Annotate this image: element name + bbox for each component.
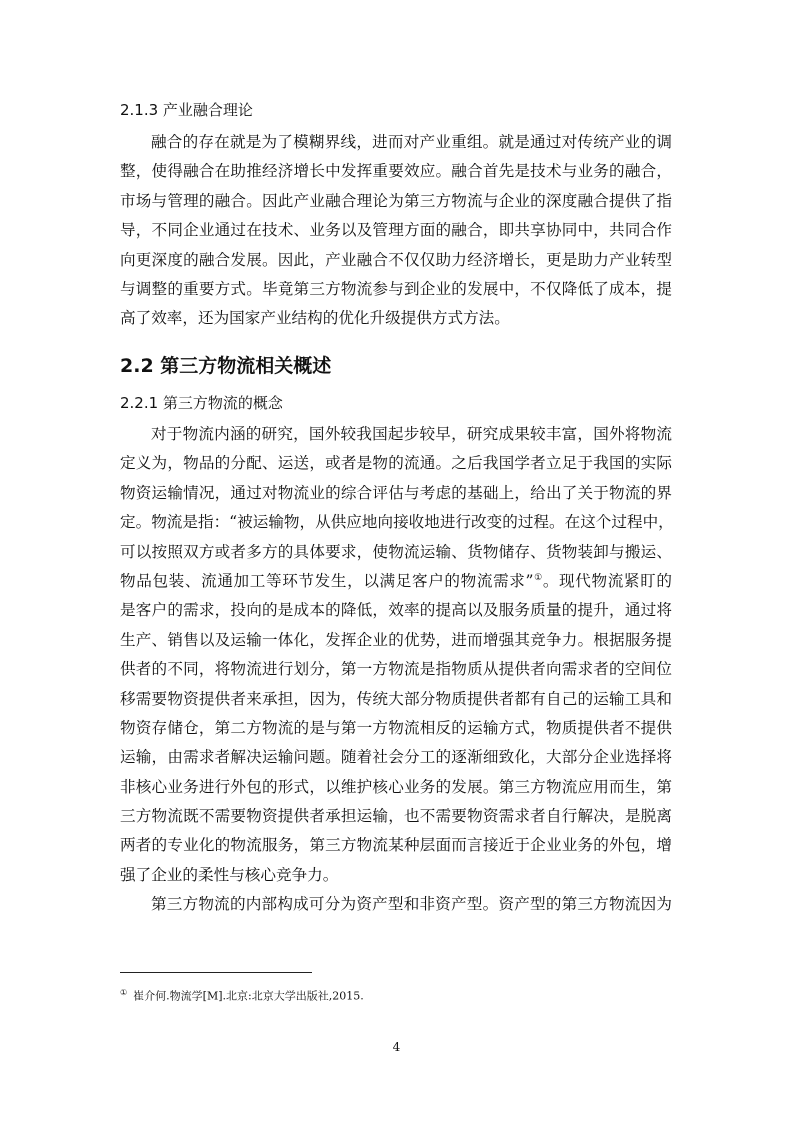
text-line: 生产、销售以及运输一体化，发挥企业的优势，进而增强其竞争力。根据服务提	[120, 630, 672, 649]
text-line: 对于物流内涵的研究，国外较我国起步较早，研究成果较丰富，国外将物流	[151, 425, 672, 443]
text-line: 供者的不同，将物流进行划分，第一方物流是指物质从提供者向需求者的空间位	[120, 660, 672, 679]
text-line: 整，使得融合在助推经济增长中发挥重要效应。融合首先是技术与业务的融合，	[120, 162, 672, 181]
footnote-text: 崔介何.物流学[M].北京:北京大学出版社,2015.	[133, 989, 364, 1003]
section-heading-2-2: 2.2 第三方物流相关概述	[120, 355, 332, 377]
paragraph-industry-fusion	[120, 128, 672, 334]
text-line: 物资运输情况，通过对物流业的综合评估与考虑的基础上，给出了关于物流的界	[120, 483, 672, 502]
section-heading-2-1-3: 2.1.3 产业融合理论	[120, 101, 253, 119]
footnote	[120, 986, 364, 1004]
footnote-separator	[120, 972, 312, 973]
text-segment: 。现代物流紧盯的	[542, 571, 672, 590]
text-line: 定。物流是指：“被运输物，从供应地向接收地进行改变的过程。在这个过程中，	[120, 513, 674, 532]
text-line: 是客户的需求，投向的是成本的降低，效率的提高以及服务质量的提升，通过将	[120, 601, 672, 620]
text-line: 向更深度的融合发展。因此，产业融合不仅仅助力经济增长，更是助力产业转型	[120, 250, 672, 269]
text-line: 物资存储仓，第二方物流的是与第一方物流相反的运输方式，物质提供者不提供	[120, 718, 672, 737]
text-line-with-footnote	[120, 567, 672, 596]
text-line: 市场与管理的融合。因此产业融合理论为第三方物流与企业的深度融合提供了指	[120, 191, 672, 210]
text-line: 非核心业务进行外包的形式，以维护核心业务的发展。第三方物流应用而生，第	[120, 777, 672, 796]
section-heading-2-2-1: 2.2.1 第三方物流的概念	[120, 394, 283, 412]
text-line: 三方物流既不需要物资提供者承担运输，也不需要物资需求者自行解决，是脱离	[120, 807, 672, 826]
footnote-reference[interactable]: ①	[533, 572, 543, 583]
text-line: 融合的存在就是为了模糊界线，进而对产业重组。就是通过对传统产业的调	[151, 133, 672, 151]
text-line: 移需要物资提供者来承担，因为，传统大部分物质提供者都有自己的运输工具和	[120, 689, 672, 708]
text-line: 高了效率，还为国家产业结构的优化升级提供方式方法。	[120, 309, 510, 328]
text-line: 定义为，物品的分配、运送，或者是物的流通。之后我国学者立足于我国的实际	[120, 454, 672, 473]
text-line: 强了企业的柔性与核心竞争力。	[120, 865, 339, 884]
page-number: 4	[392, 1040, 401, 1054]
text-line: 第三方物流的内部构成可分为资产型和非资产型。资产型的第三方物流因为	[151, 895, 672, 914]
paragraph-third-party-logistics	[120, 420, 672, 920]
footnote-mark: ①	[120, 988, 128, 997]
text-segment: 物品包装、流通加工等环节发生，以满足客户的物流需求”	[120, 571, 534, 590]
text-line: 运输，由需求者解决运输问题。随着社会分工的逐渐细致化，大部分企业选择将	[120, 748, 672, 767]
text-line: 可以按照双方或者多方的具体要求，使物流运输、货物储存、货物装卸与搬运、	[120, 542, 672, 561]
text-line: 导，不同企业通过在技术、业务以及管理方面的融合，即共享协同中，共同合作	[120, 221, 672, 240]
text-line: 两者的专业化的物流服务，第三方物流某种层面而言接近于企业业务的外包，增	[120, 836, 672, 855]
text-line: 与调整的重要方式。毕竟第三方物流参与到企业的发展中，不仅降低了成本，提	[120, 279, 672, 298]
